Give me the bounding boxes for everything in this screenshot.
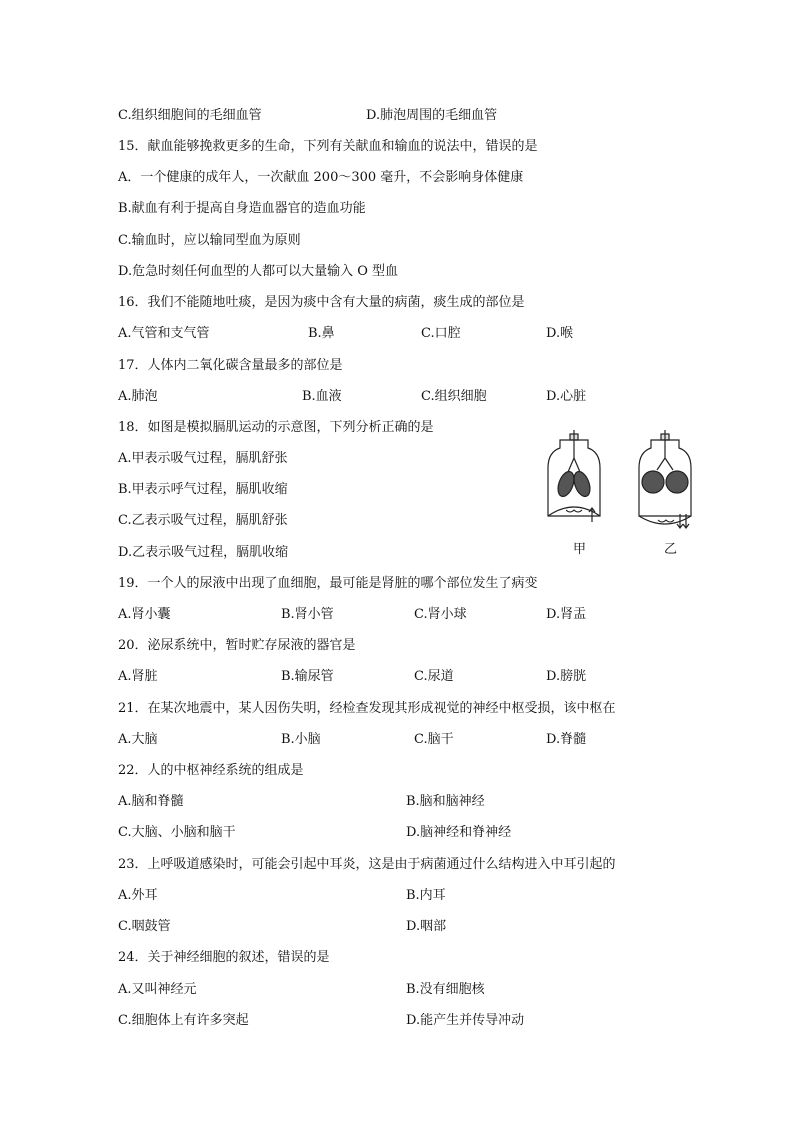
q24-option-a: A.又叫神经元 (118, 982, 197, 997)
q14-option-d: D.肺泡周围的毛细血管 (366, 108, 498, 123)
q22-option-a: A.脑和脊髓 (118, 794, 184, 809)
q20-option-d: D.膀胱 (546, 669, 587, 684)
q23-option-b: B.内耳 (406, 888, 446, 903)
q16-option-c: C.口腔 (421, 326, 461, 341)
q16-stem: 16．我们不能随地吐痰，是因为痰中含有大量的病菌，痰生成的部位是 (118, 295, 525, 310)
jar-jia (548, 430, 600, 522)
q22-option-b: B.脑和脑神经 (406, 794, 485, 809)
q23-option-c: C.咽鼓管 (118, 919, 171, 934)
q17-stem: 17．人体内二氧化碳含量最多的部位是 (118, 358, 343, 373)
diaphragm-model-figure (540, 428, 700, 556)
q14-option-c: C.组织细胞间的毛细血管 (118, 108, 262, 123)
q24-stem: 24．关于神经细胞的叙述，错误的是 (118, 950, 330, 965)
diaphragm-model-diagram (540, 428, 700, 540)
q15-option-a: A．一个健康的成年人，一次献血 200～300 毫升，不会影响身体健康 (118, 170, 524, 185)
q20-option-b: B.输尿管 (281, 669, 334, 684)
q16-option-d: D.喉 (546, 326, 574, 341)
q24-option-d: D.能产生并传导冲动 (406, 1013, 525, 1028)
q19-option-a: A.肾小囊 (118, 607, 171, 622)
q15-option-d: D.危急时刻任何血型的人都可以大量输入 O 型血 (118, 264, 399, 279)
q24-option-c: C.细胞体上有许多突起 (118, 1013, 249, 1028)
q21-stem: 21．在某次地震中，某人因伤失明，经检查发现其形成视觉的神经中枢受损，该中枢在 (118, 701, 616, 716)
q18-option-b: B.甲表示呼气过程，膈肌收缩 (118, 482, 288, 497)
q17-option-c: C.组织细胞 (421, 389, 487, 404)
q18-option-a: A.甲表示吸气过程，膈肌舒张 (118, 451, 288, 466)
figure-label-jia: 甲 (573, 542, 587, 557)
q21-option-a: A.大脑 (118, 732, 158, 747)
q17-option-a: A.肺泡 (118, 389, 158, 404)
q24-option-b: B.没有细胞核 (406, 982, 485, 997)
q22-stem: 22．人的中枢神经系统的组成是 (118, 763, 304, 778)
q15-option-c: C.输血时，应以输同型血为原则 (118, 233, 301, 248)
jar-yi (639, 430, 691, 528)
q19-stem: 19．一个人的尿液中出现了血细胞，最可能是肾脏的哪个部位发生了病变 (118, 576, 538, 591)
q22-option-d: D.脑神经和脊神经 (406, 825, 512, 840)
q20-stem: 20．泌尿系统中，暂时贮存尿液的器官是 (118, 638, 356, 653)
q20-option-a: A.肾脏 (118, 669, 158, 684)
q16-option-b: B.鼻 (308, 326, 335, 341)
q18-option-d: D.乙表示吸气过程，膈肌收缩 (118, 545, 289, 560)
q21-option-c: C.脑干 (414, 732, 454, 747)
q15-option-b: B.献血有利于提高自身造血器官的造血功能 (118, 201, 366, 216)
q16-option-a: A.气管和支气管 (118, 326, 210, 341)
q23-option-a: A.外耳 (118, 888, 158, 903)
q22-option-c: C.大脑、小脑和脑干 (118, 825, 236, 840)
q20-option-c: C.尿道 (414, 669, 454, 684)
q18-stem: 18．如图是模拟膈肌运动的示意图，下列分析正确的是 (118, 420, 434, 435)
figure-label-yi: 乙 (664, 542, 678, 557)
q18-option-c: C.乙表示吸气过程，膈肌舒张 (118, 513, 288, 528)
q15-stem: 15．献血能够挽救更多的生命，下列有关献血和输血的说法中，错误的是 (118, 139, 538, 154)
q21-option-b: B.小脑 (281, 732, 321, 747)
q23-option-d: D.咽部 (406, 919, 447, 934)
q17-option-d: D.心脏 (546, 389, 587, 404)
q21-option-d: D.脊髓 (546, 732, 587, 747)
q19-option-b: B.肾小管 (281, 607, 334, 622)
q19-option-d: D.肾盂 (546, 607, 587, 622)
q23-stem: 23．上呼吸道感染时，可能会引起中耳炎，这是由于病菌通过什么结构进入中耳引起的 (118, 857, 616, 872)
q17-option-b: B.血液 (302, 389, 342, 404)
q19-option-c: C.肾小球 (414, 607, 467, 622)
